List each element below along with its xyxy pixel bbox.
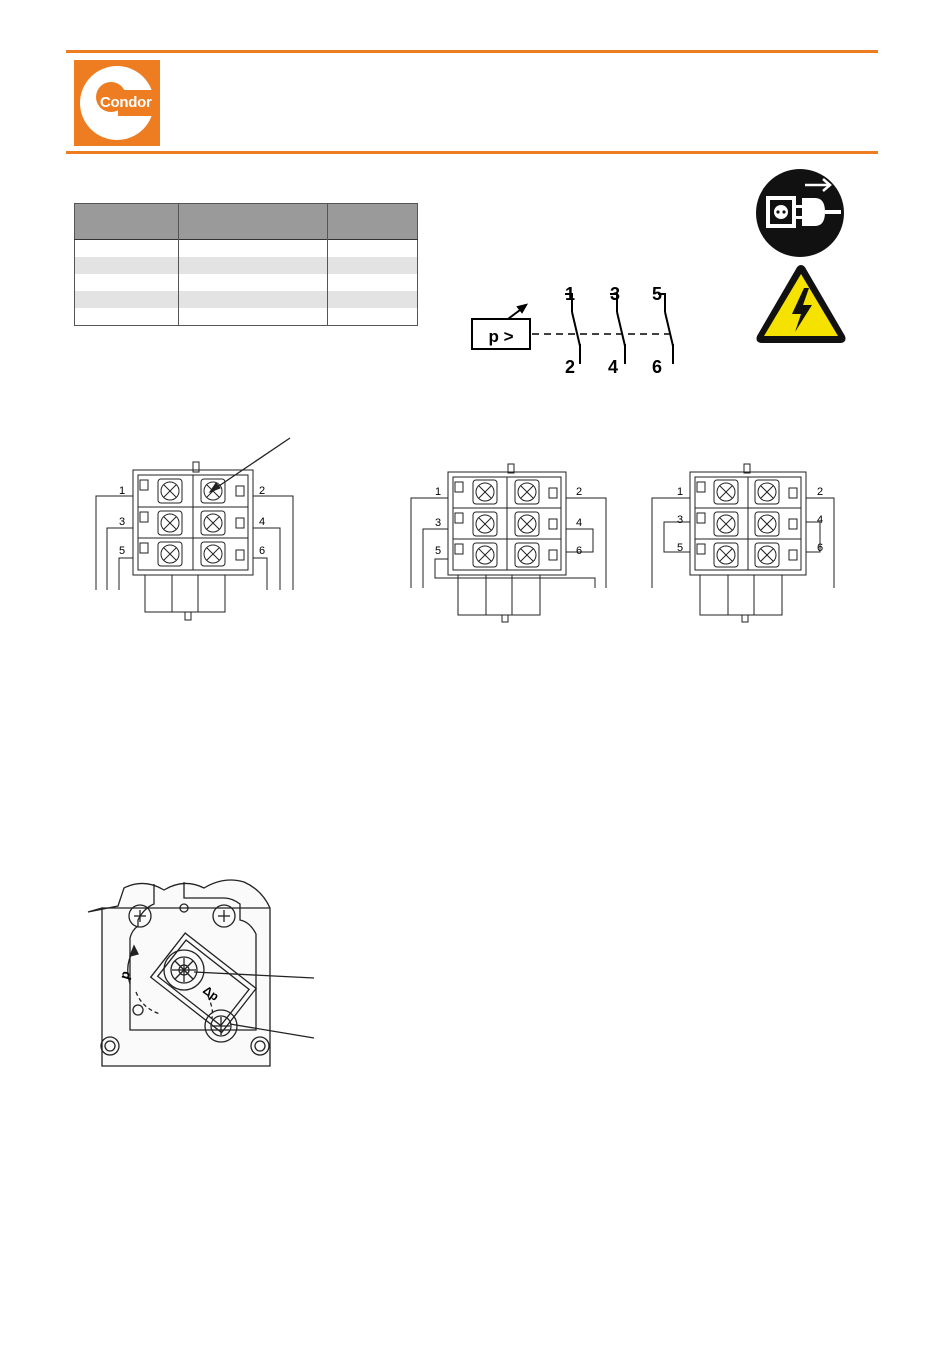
terminal-label: 2 (564, 357, 576, 377)
table-row (75, 274, 418, 291)
terminal-label: 6 (816, 542, 824, 554)
wiring-diagram-1 (90, 430, 300, 625)
terminal-label: 5 (676, 542, 684, 554)
electrical-hazard-warning-icon (754, 262, 848, 346)
setting-screws-diagram (84, 868, 324, 1073)
table-header-cell (75, 204, 179, 240)
header-top-rule (66, 50, 878, 53)
condor-logo (74, 60, 160, 146)
pressure-switch-schematic (460, 280, 700, 380)
terminal-label: 6 (651, 357, 663, 377)
terminal-label: 4 (258, 516, 266, 528)
terminal-label: 3 (609, 284, 621, 304)
terminal-label: 3 (118, 516, 126, 528)
terminal-label: 1 (564, 284, 576, 304)
terminal-label: 2 (575, 486, 583, 498)
table-row (75, 291, 418, 308)
logo-text: Condor (100, 94, 152, 111)
spec-table (74, 203, 418, 326)
terminal-label: 5 (434, 545, 442, 557)
unplug-before-service-icon (755, 168, 845, 258)
terminal-label: 5 (118, 545, 126, 557)
terminal-label: 6 (575, 545, 583, 557)
terminal-screw (158, 479, 182, 503)
terminal-label: 2 (258, 485, 266, 497)
terminal-label: 4 (575, 517, 583, 529)
terminal-label: 2 (816, 486, 824, 498)
wiring-diagram-2 (408, 460, 608, 625)
terminal-label: 4 (816, 514, 824, 526)
dp-marking: Δp (200, 982, 222, 1004)
terminal-label: 1 (118, 485, 126, 497)
terminal-label: 6 (258, 545, 266, 557)
pressure-label: p > (488, 327, 514, 346)
terminal-label: 3 (434, 517, 442, 529)
terminal-label: 1 (676, 486, 684, 498)
table-header-cell (328, 204, 418, 240)
terminal-label: 1 (434, 486, 442, 498)
header-bottom-rule (66, 151, 878, 154)
wiring-diagram-3 (648, 460, 838, 625)
table-header-cell (178, 204, 327, 240)
terminal-label: 5 (651, 284, 663, 304)
terminal-label: 3 (676, 514, 684, 526)
table-row (75, 257, 418, 274)
table-row (75, 308, 418, 326)
terminal-label: 4 (607, 357, 619, 377)
p-marking: p (116, 969, 133, 981)
table-row (75, 240, 418, 258)
